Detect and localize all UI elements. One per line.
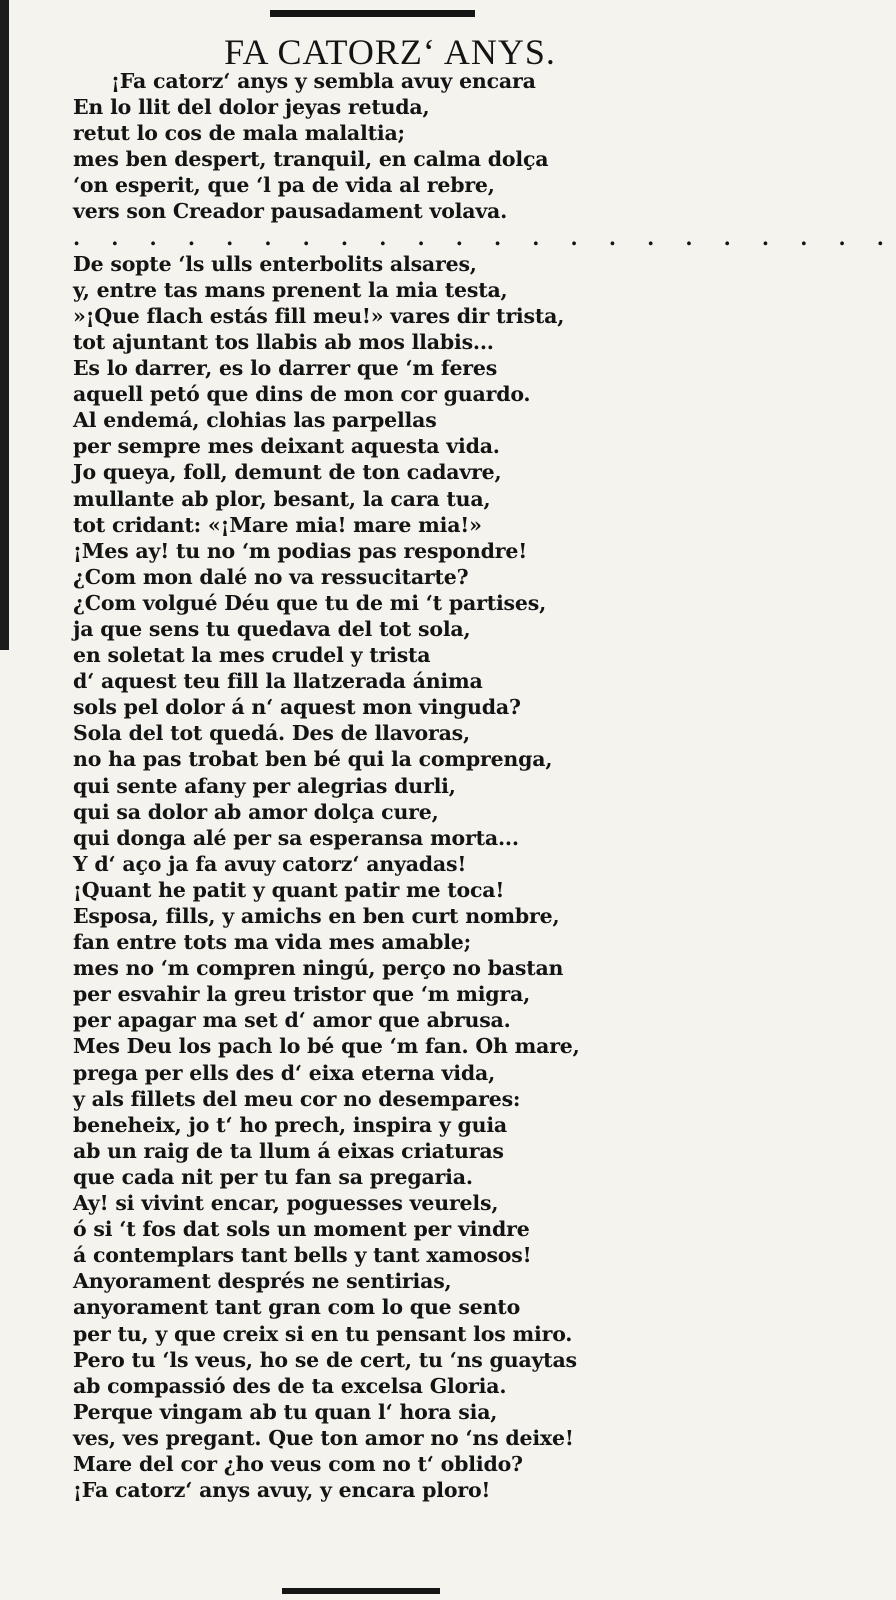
poem-line: ¿Com mon dalé no va ressucitarte? (73, 564, 469, 589)
poem-line: y als fillets del meu cor no desempares: (73, 1086, 521, 1111)
poem-line: per tu, y que creix si en tu pensant los miro. (73, 1321, 573, 1346)
poem-line: mes no ‘m compren ningú, perço no bastan (73, 956, 564, 981)
poem-line: aquell petó que dins de mon cor guardo. (73, 382, 531, 407)
poem-line: qui sente afany per alegrias durli, (73, 773, 456, 798)
poem-line: anyorament tant gran com lo que sento (73, 1295, 521, 1320)
poem-line: vers son Creador pausadament volava. (73, 199, 508, 224)
poem-line: Y d‘ aço ja fa avuy catorz‘ anyadas! (73, 851, 467, 876)
poem-line: tot cridant: «¡Mare mia! mare mia!» (73, 512, 482, 537)
poem-line: que cada nit per tu fan sa pregaria. (73, 1164, 473, 1189)
poem-line: Esposa, fills, y amichs en ben curt nombre, (73, 904, 560, 928)
top-rule (270, 10, 475, 17)
poem-line: mes ben despert, tranquil, en calma dolça (73, 147, 549, 172)
poem-line: sols pel dolor á n‘ aquest mon vinguda? (73, 695, 521, 720)
poem-line: ab compassió des de ta excelsa Gloria. (73, 1373, 507, 1398)
poem-line: Mes Deu los pach lo bé que ‘m fan. Oh mare, (73, 1034, 580, 1059)
poem-line: qui sa dolor ab amor dolça cure, (73, 799, 439, 824)
poem-line: ¡Mes ay! tu no ‘m podias pas respondre! (73, 538, 527, 563)
poem-line: ves, ves pregant. Que ton amor no ‘ns deixe! (73, 1425, 574, 1450)
poem-line: »¡Que flach estás fill meu!» vares dir trista, (73, 303, 565, 328)
poem-line: ‘on esperit, que ‘l pa de vida al rebre, (73, 173, 495, 198)
poem-line: ó si ‘t fos dat sols un moment per vindre (73, 1217, 530, 1242)
poem-line: De sopte ‘ls ulls enterbolits alsares, (73, 251, 477, 276)
poem-line: per esvahir la greu tristor que ‘m migra, (73, 982, 531, 1007)
poem-line: retut lo cos de mala malaltia; (73, 121, 405, 146)
poem-line: ¡Quant he patit y quant patir me toca! (73, 877, 505, 902)
poem-line: Perque vingam ab tu quan l‘ hora sia, (73, 1399, 498, 1424)
poem-line: Pero tu ‘ls veus, ho se de cert, tu ‘ns guaytas (73, 1347, 577, 1372)
poem-line: prega per ells des d‘ eixa eterna vida, (73, 1060, 496, 1085)
poem-line: en soletat la mes crudel y trista (73, 643, 431, 668)
page-edge-shadow (0, 0, 9, 650)
poem-line: qui donga alé per sa esperansa morta... (73, 825, 519, 850)
poem-line: Al endemá, clohias las parpellas (73, 408, 437, 433)
poem-line: beneheix, jo t‘ ho prech, inspira y guia (73, 1112, 508, 1137)
poem-line: ¡Fa catorz‘ anys avuy, y encara ploro! (73, 1478, 491, 1503)
poem-line: ja que sens tu quedava del tot sola, (73, 616, 471, 641)
poem-line: Es lo darrer, es lo darrer que ‘m feres (73, 356, 498, 381)
ellipsis-divider: . . . . . . . . . . . . . . . . . . . . . . (73, 225, 896, 250)
poem-line: y, entre tas mans prenent la mia testa, (73, 277, 508, 302)
poem-line: per sempre mes deixant aquesta vida. (73, 434, 500, 459)
poem-line: á contemplars tant bells y tant xamosos! (73, 1243, 532, 1268)
poem-line: tot ajuntant tos llabis ab mos llabis... (73, 329, 494, 354)
poem-line: no ha pas trobat ben bé qui la comprenga, (73, 747, 553, 772)
poem-line: En lo llit del dolor jeyas retuda, (73, 95, 430, 120)
poem-line: Sola del tot quedá. Des de llavoras, (73, 721, 470, 746)
bottom-rule (282, 1588, 440, 1594)
poem-line: ¡Fa catorz‘ anys y sembla avuy encara (111, 69, 536, 93)
poem-line: Mare del cor ¿ho veus com no t‘ oblido? (73, 1451, 523, 1476)
poem-title: FA CATORZ‘ ANYS. (224, 32, 556, 72)
poem-line: per apagar ma set d‘ amor que abrusa. (73, 1008, 511, 1033)
poem-body (73, 68, 896, 1503)
poem-line: fan entre tots ma vida mes amable; (73, 930, 471, 955)
poem-line: mullante ab plor, besant, la cara tua, (73, 486, 491, 511)
poem-line: d‘ aquest teu fill la llatzerada ánima (73, 669, 483, 694)
poem-line: ab un raig de ta llum á eixas criaturas (73, 1138, 504, 1163)
poem-line: Jo queya, foll, demunt de ton cadavre, (73, 460, 502, 485)
poem-line: ¿Com volgué Déu que tu de mi ‘t partises, (73, 590, 547, 615)
poem-line: Anyorament després ne sentirias, (73, 1269, 452, 1294)
poem-line: Ay! si vivint encar, poguesses veurels, (73, 1191, 499, 1216)
